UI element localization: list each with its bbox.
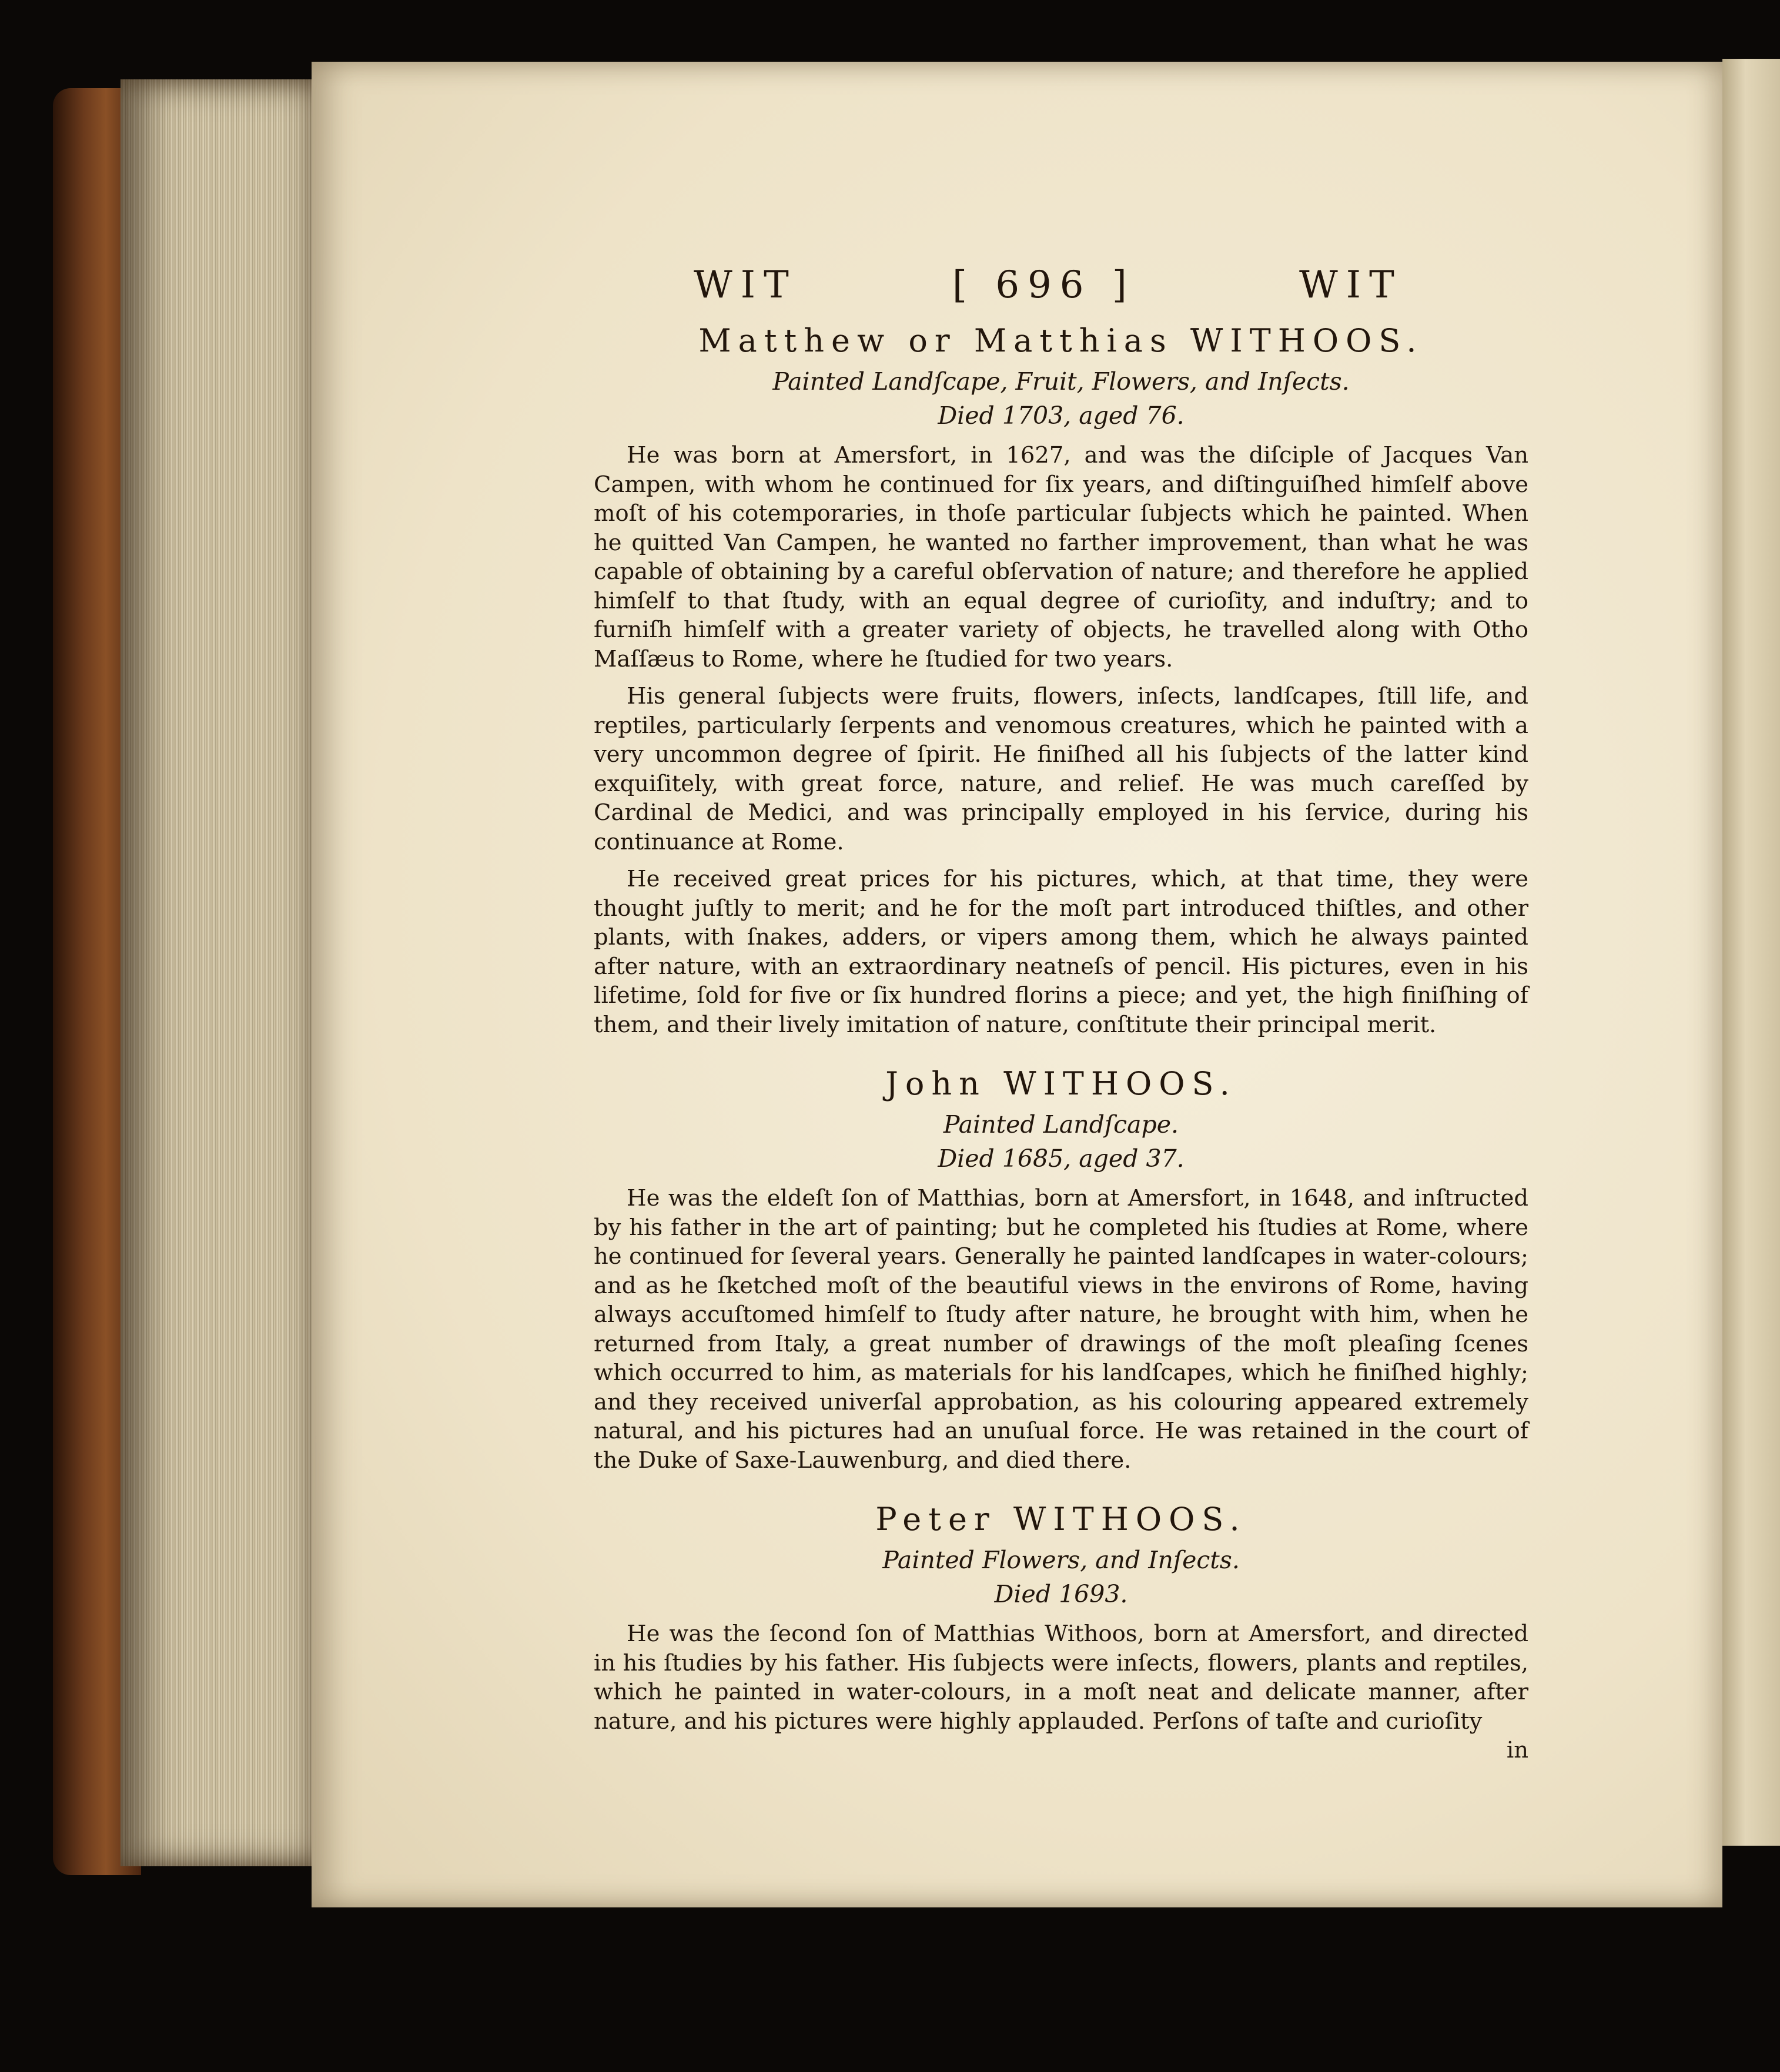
entry-subject: Painted Flowers, and Inſects. (882, 1546, 1240, 1574)
entry-title: Matthew or Matthias WITHOOS. (698, 322, 1424, 359)
entry-subject: Painted Landſcape. (943, 1110, 1179, 1139)
entry-title: John WITHOOS. (885, 1065, 1237, 1102)
entry-subject: Painted Landſcape, Fruit, Flowers, and Inſects. (772, 367, 1350, 396)
running-head (594, 253, 1528, 317)
entry-died: Died 1703, aged 76. (938, 401, 1185, 430)
page-number: [ 696 ] (952, 263, 1135, 307)
facing-page-edge (1722, 59, 1780, 1846)
text-column (594, 253, 1528, 1765)
running-head-left: WIT (694, 263, 797, 307)
entry-paragraph: He was born at Amersfort, in 1627, and was the diſciple of Jacques Van Campen, with whom he continued for ſix years, and diſtinguiſhed himſelf above moſt of his cotemporaries, in thoſe particular ſubjects which he painted. When he quitted Van Campen, he wanted no farther improvement, than what he was capable of obtaining by a careful obſervation of nature; and therefore he applied himſelf to that ſtudy, with an equal degree of curioſity, and induſtry; and to furniſh himſelf with a greater variety of objects, he travelled along with Otho Maſſæus to Rome, where he ſtudied for two years. (594, 442, 1528, 672)
page-block-edge (121, 79, 320, 1866)
entry-paragraph: He was the eldeſt ſon of Matthias, born at Amersfort, in 1648, and inſtructed by his father in the art of painting; but he completed his ſtudies at Rome, where he continued for ſeveral years. Generally he painted landſcapes in water-colours; and as he ſketched moſt of the beautiful views in the environs of Rome, having always accuſtomed himſelf to ſtudy after nature, he brought with him, when he returned from Italy, a great number of drawings of the moſt pleaſing ſcenes which occurred to him, as materials for his landſcapes, which he finiſhed highly; and they received univerſal approbation, as his colouring appeared extremely natural, and his pictures had an unuſual force. He was retained in the court of the Duke of Saxe-Lauwenburg, and died there. (594, 1185, 1528, 1474)
entry-john-withoos (594, 1060, 1528, 1475)
entry-peter-withoos (594, 1496, 1528, 1736)
catchword: in (1506, 1737, 1528, 1763)
entry-paragraph: He received great prices for his pictures, which, at that time, they were thought juſtly to merit; and he for the moſt part introduced thiſtles, and other plants, with ſnakes, adders, or vipers among them, which he always painted after nature, with an extraordinary neatneſs of pencil. His pictures, even in his lifetime, ſold for five or ſix hundred florins a piece; and yet, the high finiſhing of them, and their lively imitation of nature, conſtitute their principal merit. (594, 866, 1528, 1038)
entry-died: Died 1685, aged 37. (938, 1144, 1185, 1173)
entry-paragraph: He was the ſecond ſon of Matthias Withoos, born at Amersfort, and directed in his ſtudies by his father. His ſubjects were inſects, flowers, plants and reptiles, which he painted in water-colours, in a moſt neat and delicate manner, after nature, and his pictures were highly applauded. Perſons of taſte and curioſity (594, 1621, 1528, 1735)
entry-paragraph: His general ſubjects were fruits, flowers, inſects, landſcapes, ſtill life, and reptiles, particularly ſerpents and venomous creatures, which he painted with a very uncommon degree of ſpirit. He finiſhed all his ſubjects of the latter kind exquiſitely, with great force, nature, and relief. He was much careſſed by Cardinal de Medici, and was principally employed in his ſervice, during his continuance at Rome. (594, 683, 1528, 855)
entry-died: Died 1693. (994, 1580, 1128, 1608)
entry-title: Peter WITHOOS. (875, 1501, 1247, 1538)
entry-matthias-withoos (594, 317, 1528, 1039)
running-head-right: WIT (1299, 263, 1403, 307)
